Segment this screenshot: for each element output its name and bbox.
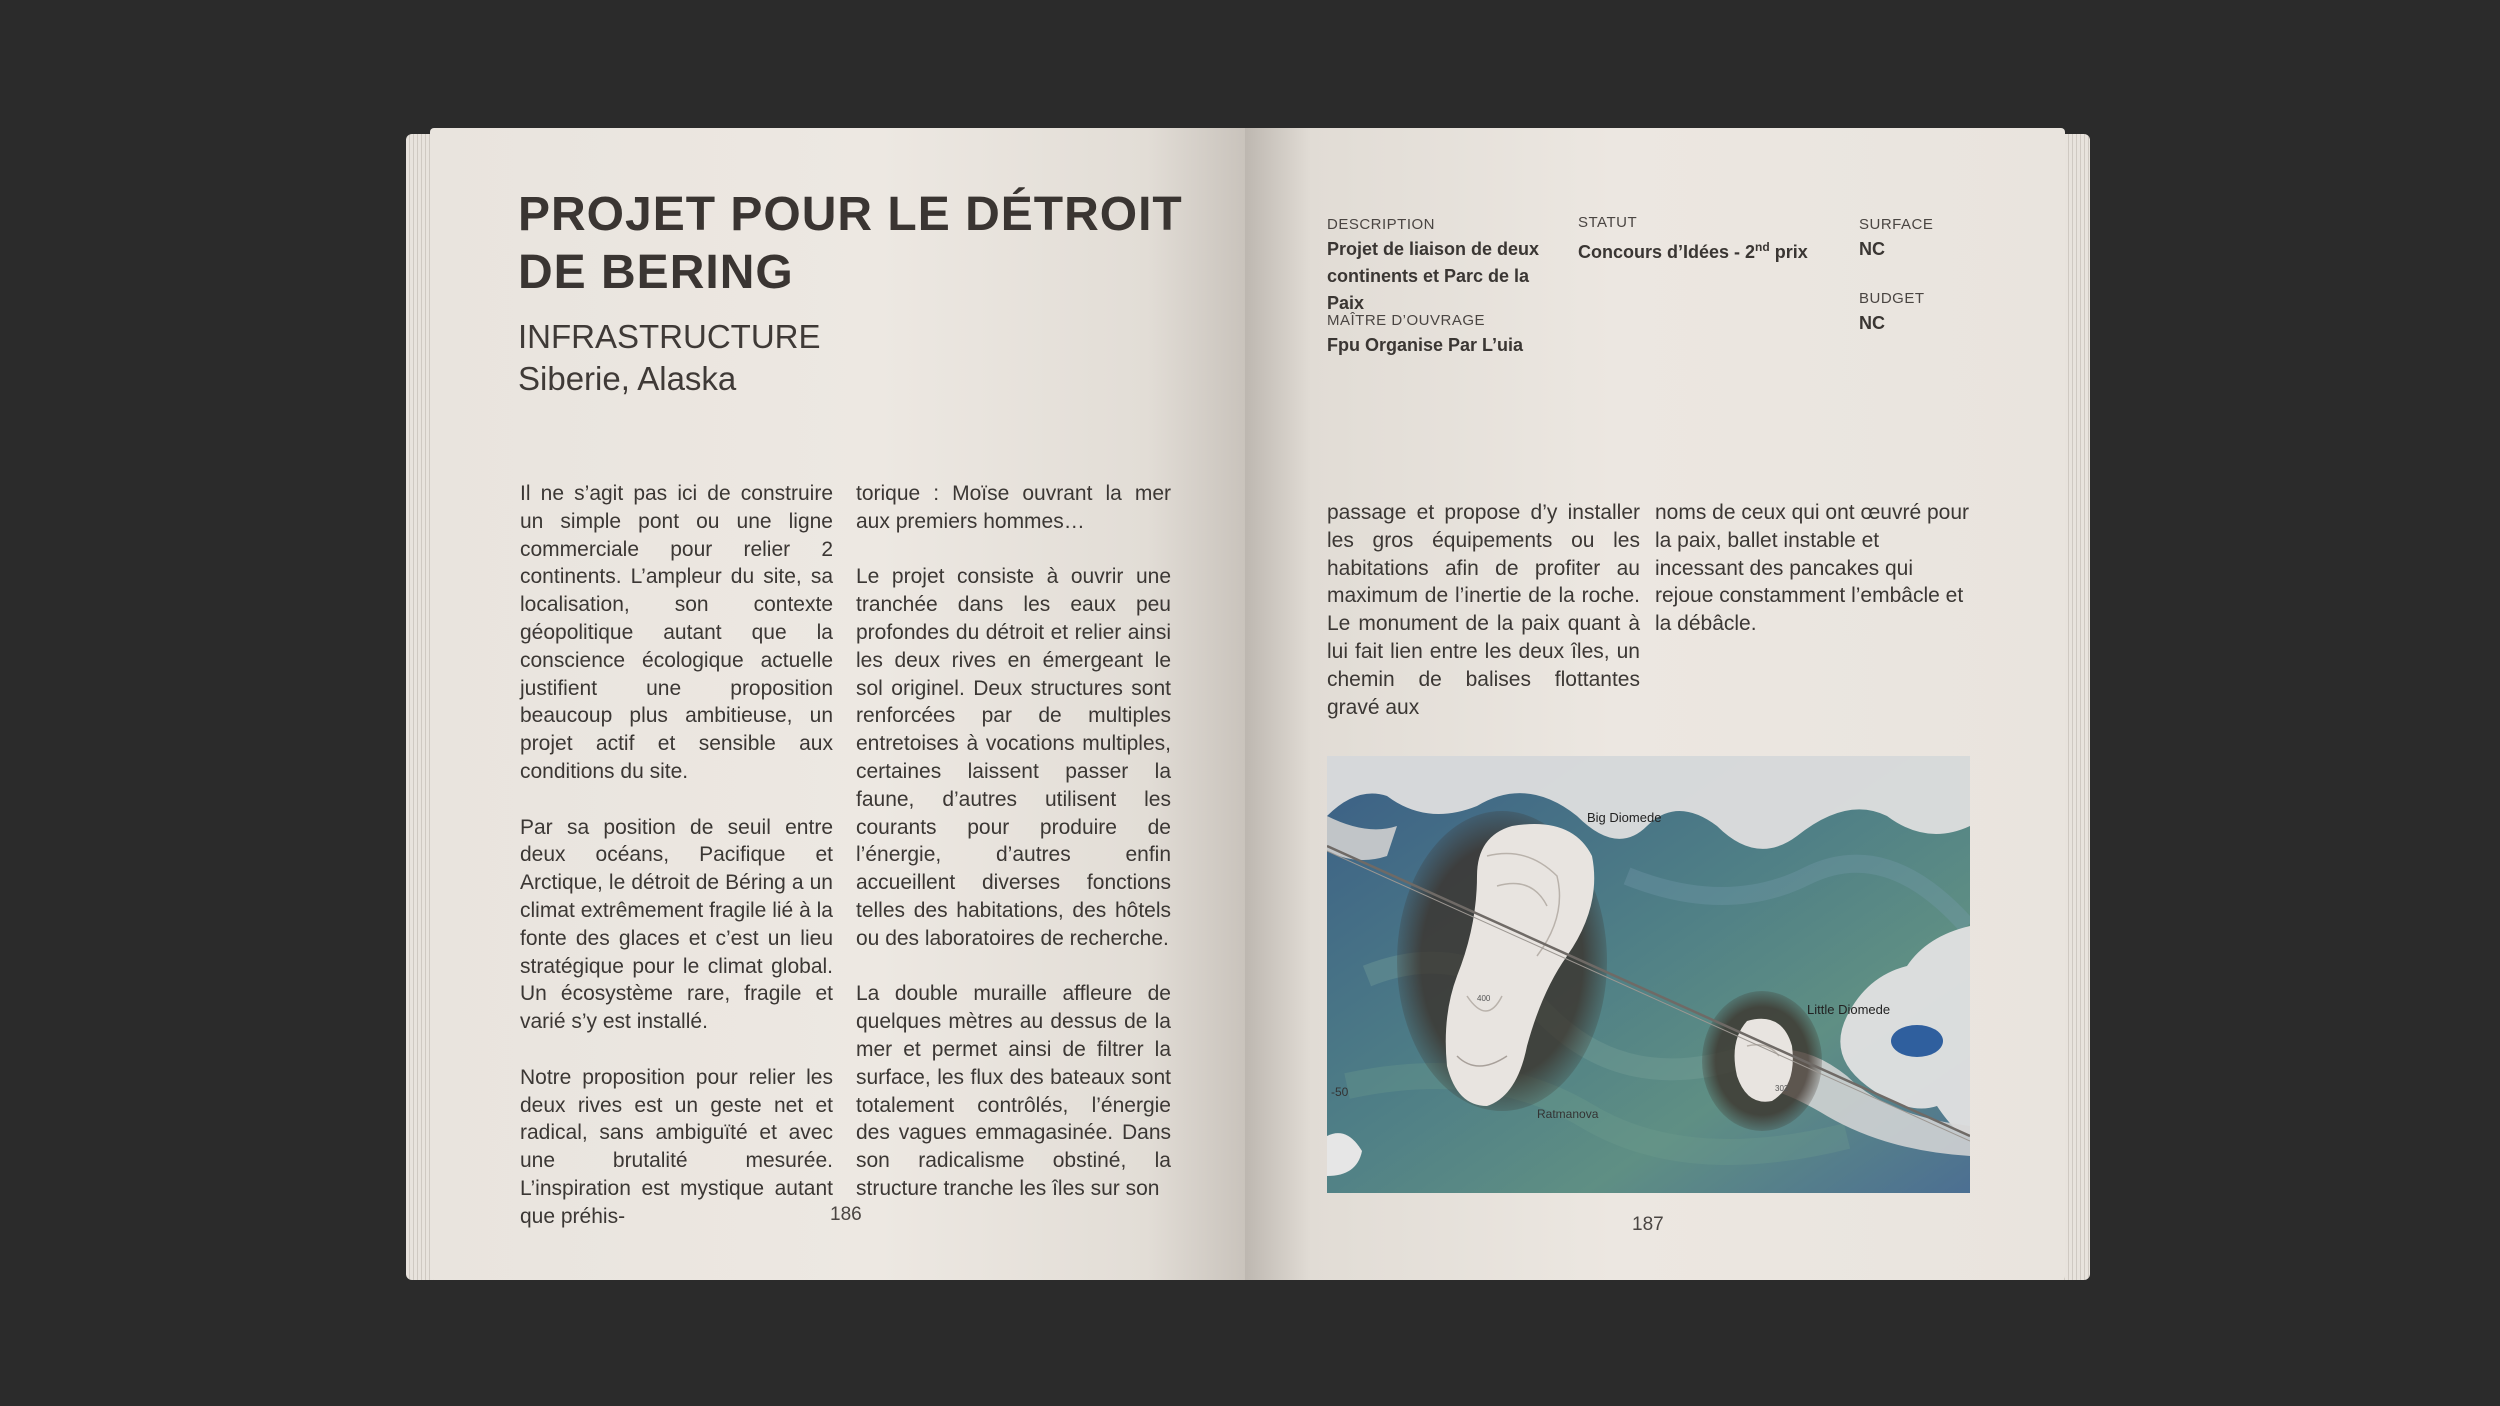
page-number-right: 187 [1632,1214,1664,1235]
map-label-depth: -50 [1331,1085,1349,1099]
paragraph: Par sa position de seuil entre deux océans, Pacifique et Arctique, le détroit de Béring a un climat extrêmement fragile lié à la fonte des glaces et c’est un lieu stratégique pour le climat global. Un écosystème rare, fragile et varié s’y est installé. [520,815,833,1034]
statut-label: STATUT [1578,214,1638,231]
map-label-little-diomede: Little Diomede [1807,1002,1891,1017]
left-text-column-1 [520,480,833,1258]
satellite-map-image [1327,756,1970,1193]
map-label-altitude-1: 400 [1477,994,1491,1003]
project-category: INFRASTRUCTURE [518,318,821,355]
maitre-ouvrage-label: MAÎTRE D’OUVRAGE [1327,312,1486,329]
map-label-town: Ratmanova [1537,1107,1599,1121]
statut-text: Concours d’Idées - 2 [1578,242,1756,262]
statut-value [1578,234,1818,266]
description-label: DESCRIPTION [1327,216,1436,233]
project-title: PROJET POUR LE DÉTROIT DE BERING [518,188,1183,299]
right-text-column-2 [1655,499,1970,666]
surface-value: NC [1859,239,1885,259]
surface-label: SURFACE [1859,216,1934,233]
paragraph: Notre proposition pour relier les deux rives est un geste net et radical, sans ambiguïté et avec une brutalité mesurée. L’inspiration est mystique autant que préhis- [520,1065,833,1228]
paragraph: La double muraille affleure de quelques mètres au dessus de la mer et permet ainsi de filtrer la surface, les flux des bateaux sont totalement contrôlés, l’énergie des vagues emmagasinée. Dans son radicalisme obstiné, la structure tranche les îles sur son [856,982,1171,1200]
maitre-ouvrage-value: Fpu Organise Par L’uia [1327,335,1524,355]
right-page [1245,128,2065,1280]
paragraph: noms de ceux qui ont œuvré pour la paix, ballet instable et incessant des pancakes qui rejoue constamment l’embâcle et la débâcle. [1655,501,1969,636]
map-label-big-diomede: Big Diomede [1587,810,1662,825]
left-page [430,128,1245,1280]
paragraph: Il ne s’agit pas ici de construire un simple pont ou une ligne commerciale pour relier 2 continents. L’ampleur du site, sa localisation, son contexte géopolitique autant que la conscience écologique actuelle justifient une proposition beaucoup plus ambitieuse, un projet actif et sensible aux conditions du site. [520,482,833,783]
map-label-altitude-2: 302 [1775,1084,1789,1093]
right-text-column-1 [1327,499,1640,749]
left-text-column-2 [856,480,1171,1231]
paragraph: passage et propose d’y installer les gros équipements ou les habitations afin de profiter au maximum de l’inertie de la roche. Le monument de la paix quant à lui fait lien entre les deux îles, un chemin de balises flottantes gravé aux [1327,501,1640,719]
budget-value: NC [1859,313,1885,333]
statut-sup: nd [1755,240,1770,254]
paragraph: Le projet consiste à ouvrir une tranchée dans les eaux peu profondes du détroit et relier ainsi les deux rives en émergeant le sol originel. Deux structures sont renforcées par de multiples entretoises à vocations multiples, certaines laissent passer la faune, d’autres utilisent les courants pour produire de l’énergie, d’autres enfin accueillent diverses fonctions telles des habitations, des hôtels ou des laboratoires de recherche. [856,565,1171,950]
budget-label: BUDGET [1859,290,1925,307]
description-value: Projet de liaison de deux continents et Parc de la Paix [1327,239,1540,313]
paragraph: torique : Moïse ouvrant la mer aux premiers hommes… [856,482,1171,533]
statut-suffix: prix [1769,242,1808,262]
project-location: Siberie, Alaska [518,360,737,397]
page-number-left: 186 [830,1204,862,1225]
